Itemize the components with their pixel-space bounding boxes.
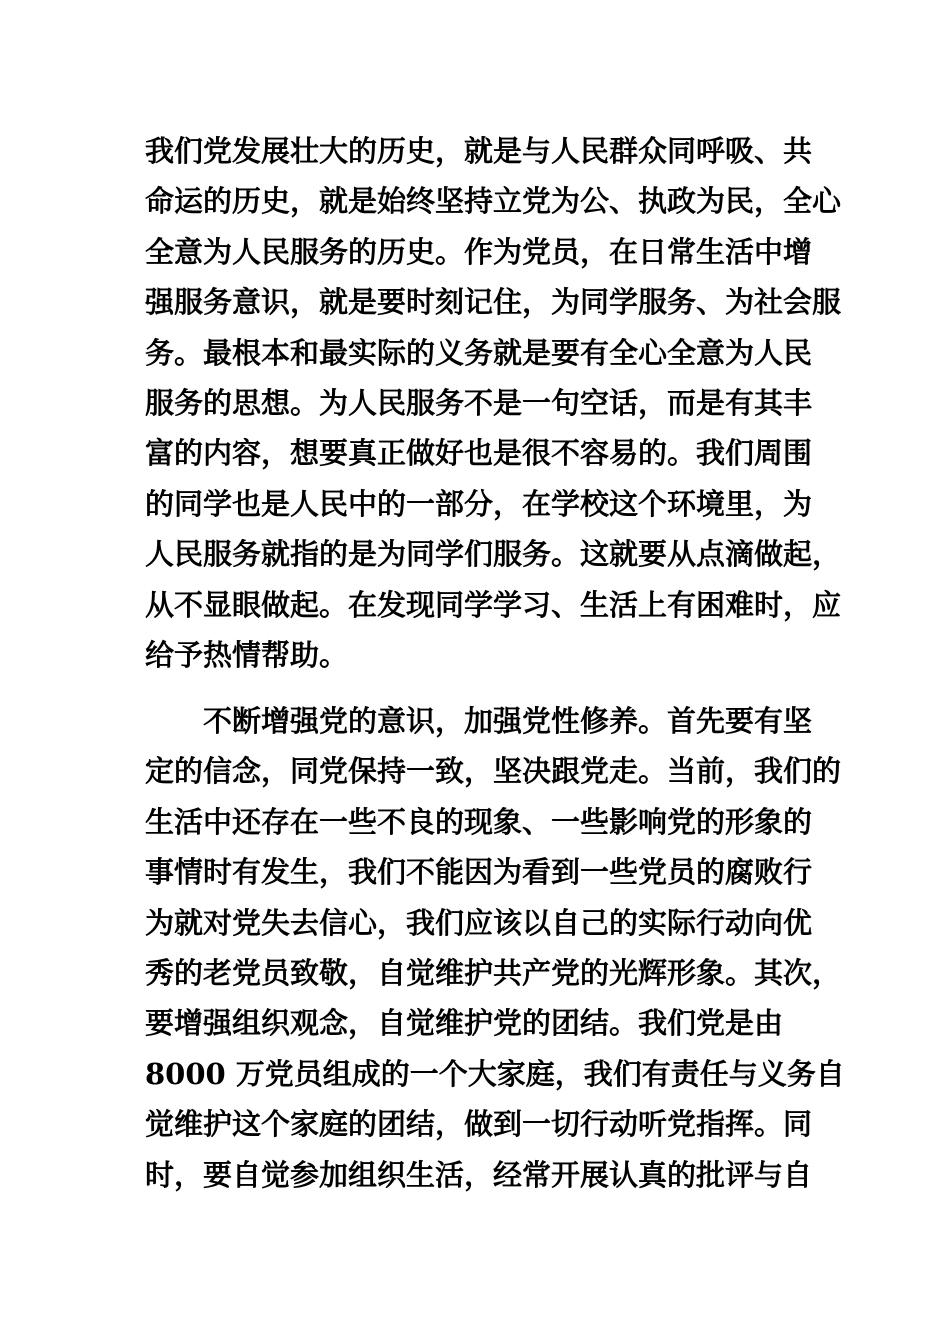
text-line: 富的内容，想要真正做好也是很不容易的。我们周围 bbox=[145, 436, 813, 471]
text-line: 全意为人民服务的历史。作为党员，在日常生活中增 bbox=[145, 234, 813, 269]
text-line: 强服务意识，就是要时刻记住，为同学服务、为社会服 bbox=[145, 285, 842, 320]
text-line: 秀的老党员致敬，自觉维护共产党的光辉形象。其次， bbox=[145, 955, 842, 990]
paragraph-1 bbox=[145, 126, 842, 680]
text-line: 为就对党失去信心，我们应该以自己的实际行动向优 bbox=[145, 905, 813, 940]
text-line: 的同学也是人民中的一部分，在学校这个环境里，为 bbox=[145, 486, 813, 521]
text-line: 生活中还存在一些不良的现象、一些影响党的形象的 bbox=[145, 804, 813, 839]
text-line: 命运的历史，就是始终坚持立党为公、执政为民，全心 bbox=[145, 184, 842, 219]
text-line: 我们党发展壮大的历史，就是与人民群众同呼吸、共 bbox=[145, 134, 813, 168]
paragraph-2 bbox=[145, 696, 845, 1200]
text-line: 不断增强党的意识，加强党性修养。首先要有坚 bbox=[145, 704, 813, 738]
text-line: 事情时有发生，我们不能因为看到一些党员的腐败行 bbox=[145, 855, 813, 890]
text-line: 人民服务就指的是为同学们服务。这就要从点滴做起， bbox=[145, 537, 842, 572]
text-line: 8000 万党员组成的一个大家庭，我们有责任与义务自 bbox=[145, 1056, 845, 1091]
text-line: 服务的思想。为人民服务不是一句空话，而是有其丰 bbox=[145, 385, 813, 420]
text-line: 觉维护这个家庭的团结，做到一切行动听党指挥。同 bbox=[145, 1107, 813, 1142]
text-line: 定的信念，同党保持一致，坚决跟党走。当前，我们的 bbox=[145, 754, 842, 789]
text-line: 给予热情帮助。 bbox=[145, 637, 349, 672]
text-line: 时，要自觉参加组织生活，经常开展认真的批评与自 bbox=[145, 1157, 813, 1192]
text-line: 从不显眼做起。在发现同学学习、生活上有困难时，应 bbox=[145, 587, 842, 622]
text-line: 务。最根本和最实际的义务就是要有全心全意为人民 bbox=[145, 335, 813, 370]
text-line: 要增强组织观念，自觉维护党的团结。我们党是由 bbox=[145, 1006, 784, 1041]
